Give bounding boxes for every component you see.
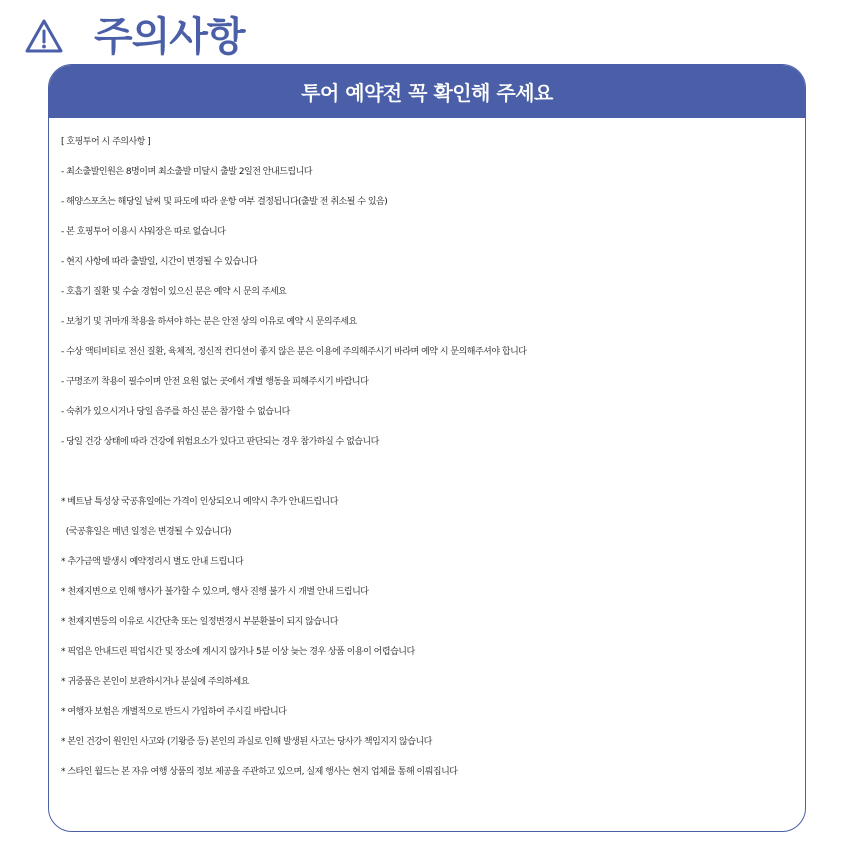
notice-item: * 천재지변으로 인해 행사가 불가할 수 있으며, 행사 진행 불가 시 개별 안내 드립니다 xyxy=(61,587,369,597)
list-item: - 숙취가 있으시거나 당일 음주를 하신 분은 참가할 수 없습니다 xyxy=(61,407,290,417)
list-item: - 최소출발인원은 8명이며 최소출발 미달시 출발 2일전 안내드립니다 xyxy=(61,167,312,177)
list-item: - 해양스포츠는 해당일 날씨 및 파도에 따라 운항 여부 결정됩니다(출발 전 취소될 수 있음) xyxy=(61,197,388,207)
notice-content xyxy=(61,127,805,787)
notice-item: * 베트남 특성상 국공휴일에는 가격이 인상되오니 예약시 추가 안내드립니다 xyxy=(61,497,338,507)
list-item: - 구명조끼 착용이 필수이며 안전 요원 없는 곳에서 개별 행동을 피해주시기 바랍니다 xyxy=(61,377,369,387)
page-header xyxy=(24,14,245,60)
section-heading: [ 호핑투어 시 주의사항 ] xyxy=(61,137,151,147)
notice-item: * 픽업은 안내드린 픽업시간 및 장소에 계시지 않거나 5분 이상 늦는 경우 상품 이용이 어렵습니다 xyxy=(61,647,415,657)
section-spacer xyxy=(61,457,805,487)
notice-banner: 투어 예약전 꼭 확인해 주세요 xyxy=(49,65,805,118)
list-item: - 현지 사항에 따라 출발일, 시간이 변경될 수 있습니다 xyxy=(61,257,258,267)
notice-item: * 여행자 보험은 개별적으로 반드시 가입하여 주시길 바랍니다 xyxy=(61,707,287,717)
notice-item: * 본인 건강이 원인인 사고와 (기왕증 등) 본인의 과실로 인해 발생된 사고는 당사가 책임지지 않습니다 xyxy=(61,737,432,747)
notice-item: * 귀중품은 본인이 보관하시거나 분실에 주의하세요 xyxy=(61,677,249,687)
list-item: - 보청기 및 귀마개 착용을 하셔야 하는 분은 안전 상의 이유로 예약 시 문의주세요 xyxy=(61,317,357,327)
notice-item: (국공휴일은 매년 일정은 변경될 수 있습니다) xyxy=(61,527,232,537)
notice-card xyxy=(48,64,806,832)
list-item: - 당일 건강 상태에 따라 건강에 위험요소가 있다고 판단되는 경우 참가하실 수 없습니다 xyxy=(61,437,379,447)
notice-item: * 스타인 월드는 본 자유 여행 상품의 정보 제공을 주관하고 있으며, 실제 행사는 현지 업체를 통해 이뤄집니다 xyxy=(61,767,458,777)
notice-item: * 추가금액 발생시 예약정리시 별도 안내 드립니다 xyxy=(61,557,244,567)
list-item: - 호흡기 질환 및 수술 경험이 있으신 분은 예약 시 문의 주세요 xyxy=(61,287,287,297)
list-item: - 수상 액티비티로 전신 질환, 육체적, 정신적 컨디션이 좋지 않은 분은 이용에 주의해주시기 바라며 예약 시 문의해주셔야 합니다 xyxy=(61,347,527,357)
page-title: 주의사항 xyxy=(94,14,245,60)
warning-triangle-icon xyxy=(24,17,64,57)
notice-item: * 천재지변등의 이유로 시간단축 또는 일정변경시 부분환불이 되지 않습니다 xyxy=(61,617,338,627)
list-item: - 본 호핑투어 이용시 샤워장은 따로 없습니다 xyxy=(61,227,226,237)
